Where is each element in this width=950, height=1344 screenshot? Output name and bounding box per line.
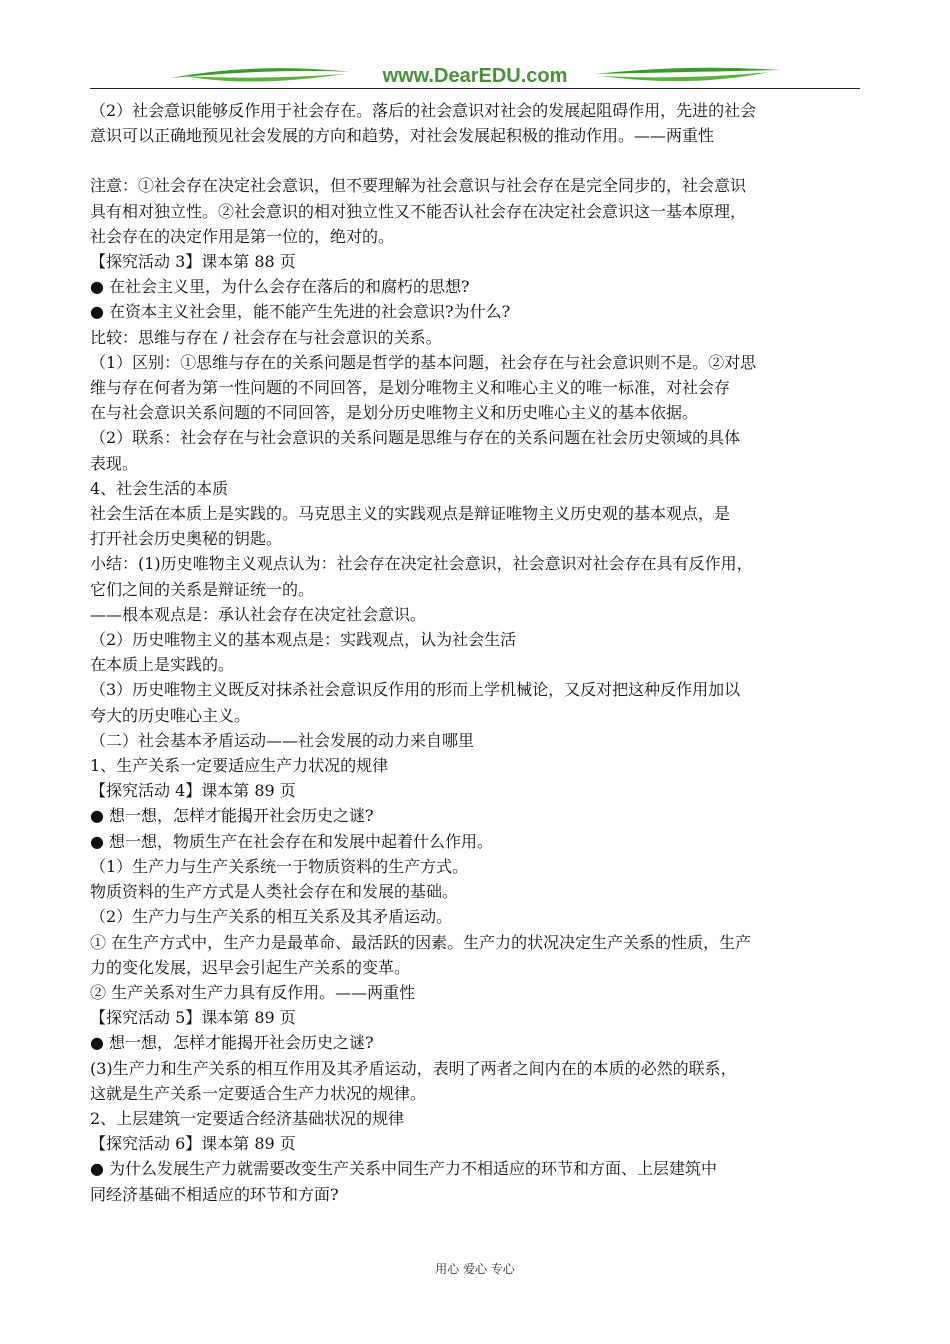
text-line: (3)生产力和生产关系的相互作用及其矛盾运动，表明了两者之间内在的本质的必然的联系，: [90, 1058, 737, 1078]
text-line: 力的变化发展，迟早会引起生产关系的变革。: [90, 957, 411, 977]
text-line: 小结：(1)历史唯物主义观点认为：社会存在决定社会意识，社会意识对社会存在具有反作用，: [90, 554, 753, 574]
text-line: （二）社会基本矛盾运动——社会发展的动力来自哪里: [90, 730, 475, 750]
text-line: （2）历史唯物主义的基本观点是：实践观点，认为社会生活: [90, 630, 517, 650]
text-line: 1、生产关系一定要适应生产力状况的规律: [90, 756, 389, 776]
text-line: 打开社会历史奥秘的钥匙。: [90, 529, 283, 549]
text-line: （1）生产力与生产关系统一于物质资料的生产方式。: [90, 856, 469, 876]
logo-text: www.DearEDU.com: [382, 65, 568, 87]
text-line: 注意：①社会存在决定社会意识，但不要理解为社会意识与社会存在是完全同步的，社会意识: [90, 176, 747, 196]
text-line: 它们之间的关系是辩证统一的。: [90, 579, 315, 599]
text-line: ● 想一想，物质生产在社会存在和发展中起着什么作用。: [90, 831, 494, 851]
text-line: 具有相对独立性。②社会意识的相对独立性又不能否认社会存在决定社会意识这一基本原理，: [90, 201, 747, 221]
deparedu-logo-banner: [90, 58, 860, 90]
site-header: [90, 58, 860, 90]
text-line: ● 想一想，怎样才能揭开社会历史之谜?: [90, 1033, 374, 1053]
text-line: 【探究活动 4】课本第 89 页: [90, 781, 296, 801]
text-line: 在与社会意识关系问题的不同回答，是划分历史唯物主义和历史唯心主义的基本依据。: [90, 403, 699, 423]
text-line: （2）联系：社会存在与社会意识的关系问题是思维与存在的关系问题在社会历史领域的具体: [90, 428, 741, 448]
body-text: [90, 98, 865, 1207]
text-line: 维与存在何者为第一性问题的不同回答，是划分唯物主义和唯心主义的唯一标准，对社会存: [90, 378, 731, 398]
text-line: （3）历史唯物主义既反对抹杀社会意识反作用的形而上学机械论，又反对把这种反作用加以: [90, 680, 741, 700]
text-line: 在本质上是实践的。: [90, 655, 235, 675]
text-line: 意识可以正确地预见社会发展的方向和趋势，对社会发展起积极的推动作用。——两重性: [90, 126, 715, 146]
text-line: 社会生活在本质上是实践的。马克思主义的实践观点是辩证唯物主义历史观的基本观点，是: [90, 504, 731, 524]
text-line: （2）社会意识能够反作用于社会存在。落后的社会意识对社会的发展起阻碍作用，先进的社会: [90, 101, 757, 120]
left-swoosh-tail: [185, 74, 345, 82]
text-line: 【探究活动 5】课本第 89 页: [90, 1008, 296, 1028]
page-footer: 用心 爱心 专心: [435, 1262, 515, 1276]
text-line: ● 在资本主义社会里，能不能产生先进的社会意识?为什么?: [90, 302, 511, 322]
text-line: ① 在生产方式中，生产力是最革命、最活跃的因素。生产力的状况决定生产关系的性质，生产: [90, 932, 752, 952]
text-line: ● 想一想，怎样才能揭开社会历史之谜?: [90, 806, 374, 826]
text-line: （1）区别：①思维与存在的关系问题是哲学的基本问题，社会存在与社会意识则不是。②对思: [90, 352, 757, 372]
text-line: 这就是生产关系一定要适合生产力状况的规律。: [90, 1083, 427, 1103]
text-line: ● 为什么发展生产力就需要改变生产关系中同生产力不相适应的环节和方面、上层建筑中: [90, 1159, 718, 1179]
header-rule: [90, 88, 860, 89]
text-line: 夸大的历史唯心主义。: [90, 705, 251, 725]
text-line: 社会存在的决定作用是第一位的，绝对的。: [90, 226, 395, 246]
right-swoosh-tail: [600, 72, 770, 81]
text-line: 同经济基础不相适应的环节和方面?: [90, 1184, 339, 1204]
right-swoosh: [595, 68, 780, 74]
text-line: ——根本观点是：承认社会存在决定社会意识。: [90, 604, 427, 624]
text-line: 4、社会生活的本质: [90, 478, 229, 498]
text-line: 表现。: [90, 453, 139, 473]
text-line: 2、上层建筑一定要适合经济基础状况的规律: [90, 1108, 405, 1128]
text-line: 【探究活动 3】课本第 88 页: [90, 252, 296, 272]
text-line: ② 生产关系对生产力具有反作用。——两重性: [90, 982, 416, 1002]
text-line: ● 在社会主义里，为什么会存在落后的和腐朽的思想?: [90, 277, 470, 297]
text-line: 比较：思维与存在 / 社会存在与社会意识的关系。: [90, 327, 442, 347]
text-line: 物质资料的生产方式是人类社会存在和发展的基础。: [90, 882, 459, 902]
text-line: 【探究活动 6】课本第 89 页: [90, 1134, 296, 1154]
text-line: （2）生产力与生产关系的相互关系及其矛盾运动。: [90, 907, 453, 927]
